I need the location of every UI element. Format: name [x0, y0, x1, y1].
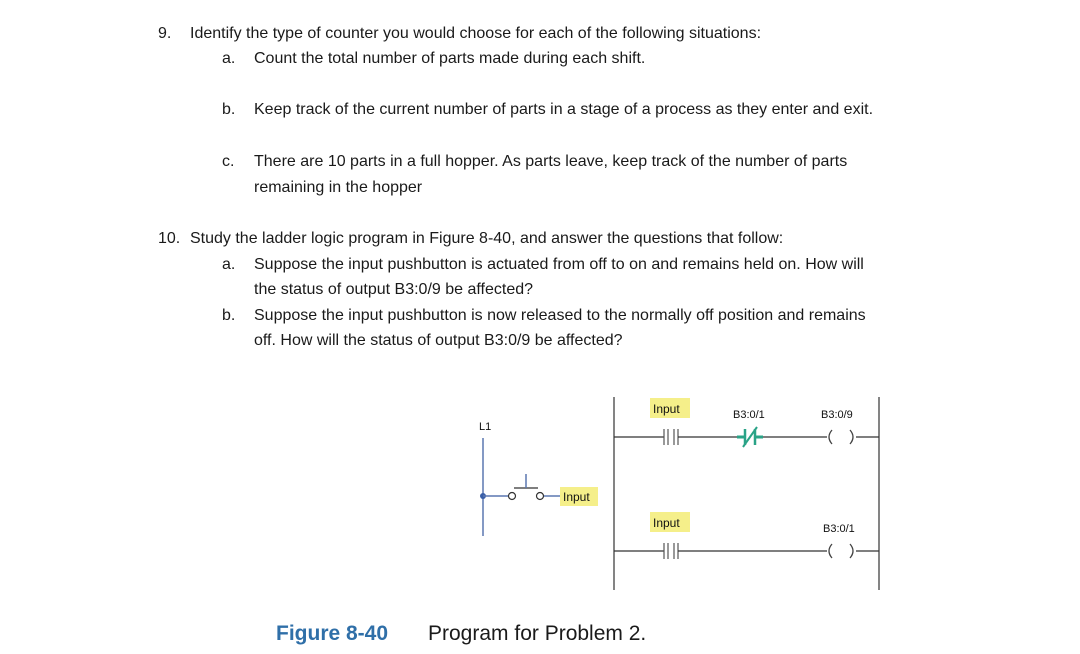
q9b-letter: b. — [222, 101, 236, 118]
q9a-text: Count the total number of parts made during each shift. — [254, 50, 646, 67]
pushbutton-icon — [509, 474, 544, 500]
q10-prompt: Study the ladder logic program in Figure 8-40, and answer the questions that follow: — [190, 230, 784, 247]
rung-2 — [614, 512, 879, 559]
rung1-nc-contact-icon — [737, 427, 763, 447]
rung2-contact-label: Input — [653, 516, 680, 530]
rung1-contact2-label: B3:0/1 — [733, 409, 765, 421]
q10a-letter: a. — [222, 256, 236, 273]
rung2-coil-icon — [829, 544, 853, 558]
q9c-letter: c. — [222, 153, 235, 170]
rung-1 — [614, 398, 879, 447]
rung1-contact1-label: Input — [653, 402, 680, 416]
figure-caption-number: Figure 8-40 — [276, 622, 389, 645]
q10b-line1: Suppose the input pushbutton is now released to the normally off position and remains — [254, 307, 866, 324]
rung2-coil-label: B3:0/1 — [823, 523, 855, 535]
q9b-text: Keep track of the current number of parts in a stage of a process as they enter and exit. — [254, 101, 874, 118]
q10b-letter: b. — [222, 307, 236, 324]
pushbutton-label: Input — [563, 490, 590, 504]
rung1-coil-label: B3:0/9 — [821, 409, 853, 421]
q9-prompt: Identify the type of counter you would choose for each of the following situations: — [190, 25, 762, 42]
rung2-contact-icon — [664, 543, 678, 559]
l1-label: L1 — [479, 421, 492, 433]
q9c-line2: remaining in the hopper — [254, 179, 423, 196]
q9a-letter: a. — [222, 50, 236, 67]
q9c-line1: There are 10 parts in a full hopper. As parts leave, keep track of the number of parts — [254, 153, 848, 170]
q10a-line2: the status of output B3:0/9 be affected? — [254, 281, 534, 298]
figure-caption-text: Program for Problem 2. — [428, 622, 647, 645]
rung1-contact1-icon — [664, 429, 678, 445]
q10b-line2: off. How will the status of output B3:0/9 be affected? — [254, 332, 623, 349]
rung1-coil-icon — [829, 430, 853, 444]
q10-number: 10. — [158, 230, 181, 247]
q10a-line1: Suppose the input pushbutton is actuated from off to on and remains held on. How will — [254, 256, 864, 273]
q9-number: 9. — [158, 25, 172, 42]
